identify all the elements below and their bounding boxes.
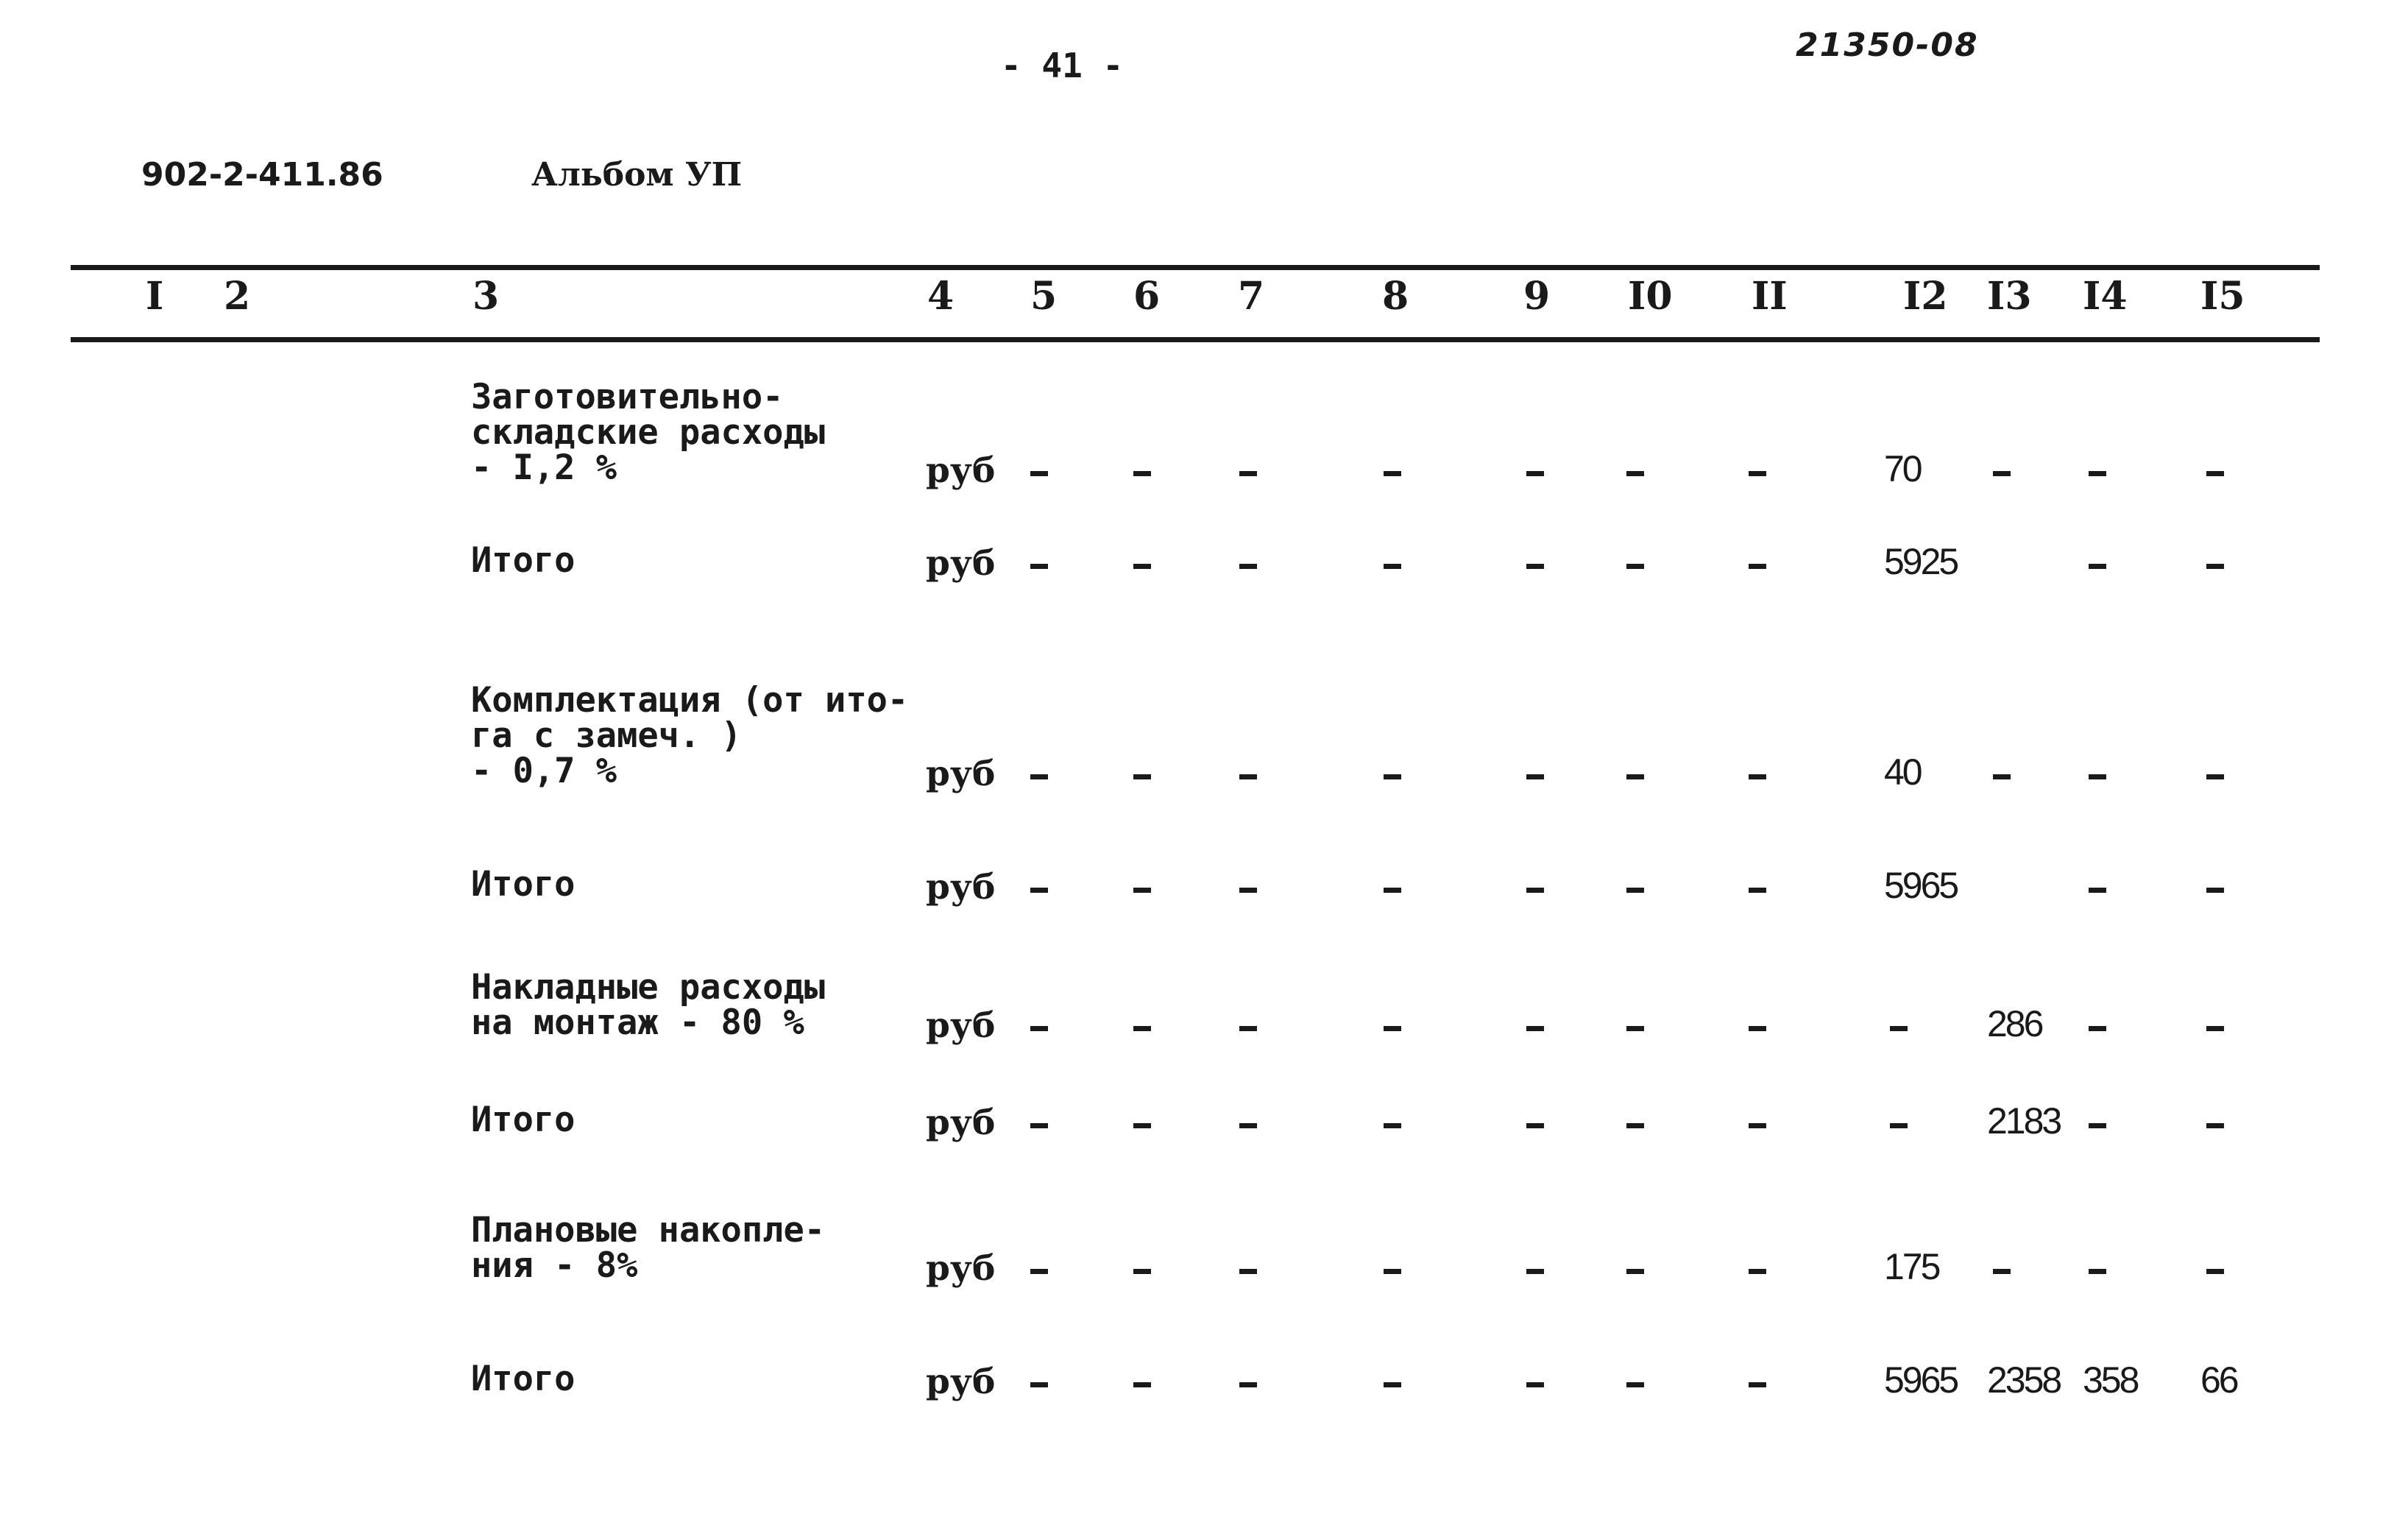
column-header-8: 8	[1382, 274, 1409, 319]
empty-cell-dash	[1749, 888, 1766, 893]
cell-value-c12: 70	[1884, 448, 1921, 489]
column-header-1: I	[146, 274, 164, 319]
empty-cell-dash	[1384, 1123, 1401, 1128]
empty-cell-dash	[1384, 774, 1401, 779]
column-header-9: 9	[1523, 274, 1551, 319]
cell-dash-c15	[2206, 1123, 2224, 1128]
empty-cell-dash	[1030, 774, 1048, 779]
empty-cell-dash	[1626, 1123, 1644, 1128]
column-header-7: 7	[1238, 274, 1265, 319]
empty-cell-dash	[1239, 471, 1257, 476]
empty-cell-dash	[1133, 774, 1151, 779]
project-code: 902-2-411.86	[141, 156, 383, 194]
row-description-line: Итого	[471, 1359, 576, 1399]
cell-dash-c14	[2089, 1026, 2106, 1031]
row-description-line: Плановые накопле-	[471, 1210, 826, 1250]
empty-cell-dash	[1526, 1382, 1544, 1387]
row-description	[471, 1359, 576, 1399]
row-description-line: ния - 8%	[471, 1245, 638, 1286]
empty-cell-dash	[1030, 1123, 1048, 1128]
cell-dash-c13	[1993, 1269, 2011, 1274]
row-description	[471, 1100, 576, 1140]
cell-dash-c15	[2206, 1026, 2224, 1031]
cell-dash-c14	[2089, 888, 2106, 893]
cell-value-c13: 2358	[1987, 1359, 2061, 1401]
empty-cell-dash	[1030, 1269, 1048, 1274]
cell-dash-c14	[2089, 564, 2106, 569]
row-description-line: Накладные расходы	[471, 967, 826, 1008]
empty-cell-dash	[1030, 1382, 1048, 1387]
cell-value-c15: 66	[2200, 1359, 2237, 1401]
cell-dash-c14	[2089, 774, 2106, 779]
empty-cell-dash	[1749, 774, 1766, 779]
empty-cell-dash	[1526, 1026, 1544, 1031]
column-header-4: 4	[927, 274, 955, 319]
row-description-line: Итого	[471, 540, 576, 581]
row-unit: руб	[926, 867, 996, 908]
row-description-line: на монтаж - 80 %	[471, 1002, 804, 1043]
column-header-3: 3	[472, 274, 500, 319]
empty-cell-dash	[1030, 888, 1048, 893]
cell-value-c13: 2183	[1987, 1100, 2061, 1142]
cell-value-c12: 5965	[1884, 865, 1958, 906]
empty-cell-dash	[1030, 471, 1048, 476]
cell-dash-c14	[2089, 1123, 2106, 1128]
empty-cell-dash	[1526, 1123, 1544, 1128]
cell-dash-c15	[2206, 774, 2224, 779]
row-unit: руб	[926, 754, 996, 794]
cell-value-c12: 40	[1884, 751, 1921, 793]
empty-cell-dash	[1133, 1269, 1151, 1274]
empty-cell-dash	[1749, 1123, 1766, 1128]
empty-cell-dash	[1526, 774, 1544, 779]
cell-dash-c15	[2206, 471, 2224, 476]
cell-dash-c12	[1890, 1123, 1908, 1128]
empty-cell-dash	[1239, 888, 1257, 893]
column-header-14: I4	[2083, 274, 2128, 319]
cell-dash-c13	[1993, 471, 2011, 476]
empty-cell-dash	[1526, 471, 1544, 476]
empty-cell-dash	[1239, 564, 1257, 569]
empty-cell-dash	[1384, 564, 1401, 569]
column-header-13: I3	[1987, 274, 2032, 319]
empty-cell-dash	[1239, 1123, 1257, 1128]
cell-dash-c13	[1993, 774, 2011, 779]
cell-value-c13: 286	[1987, 1003, 2042, 1044]
row-description-line: Итого	[471, 1100, 576, 1140]
top-rule	[71, 265, 2320, 270]
column-header-11: II	[1752, 274, 1788, 319]
row-unit: руб	[926, 543, 996, 584]
column-header-15: I5	[2200, 274, 2245, 319]
row-description	[471, 377, 826, 488]
row-description	[471, 1210, 826, 1286]
cell-dash-c15	[2206, 888, 2224, 893]
empty-cell-dash	[1626, 1382, 1644, 1387]
empty-cell-dash	[1030, 1026, 1048, 1031]
row-unit: руб	[926, 1248, 996, 1289]
empty-cell-dash	[1239, 774, 1257, 779]
empty-cell-dash	[1626, 471, 1644, 476]
empty-cell-dash	[1384, 888, 1401, 893]
empty-cell-dash	[1239, 1269, 1257, 1274]
column-header-6: 6	[1133, 274, 1161, 319]
empty-cell-dash	[1626, 1269, 1644, 1274]
empty-cell-dash	[1133, 1123, 1151, 1128]
empty-cell-dash	[1749, 471, 1766, 476]
empty-cell-dash	[1526, 564, 1544, 569]
empty-cell-dash	[1384, 471, 1401, 476]
empty-cell-dash	[1384, 1269, 1401, 1274]
empty-cell-dash	[1626, 888, 1644, 893]
cell-value-c14: 358	[2083, 1359, 2138, 1401]
empty-cell-dash	[1749, 1382, 1766, 1387]
document-code: 21350-08	[1796, 26, 1979, 64]
empty-cell-dash	[1384, 1382, 1401, 1387]
empty-cell-dash	[1239, 1026, 1257, 1031]
column-header-10: I0	[1628, 274, 1673, 319]
column-header-2: 2	[224, 274, 251, 319]
column-header-12: I2	[1903, 274, 1948, 319]
row-unit: руб	[926, 1362, 996, 1402]
row-description-line: - 0,7 %	[471, 751, 617, 791]
empty-cell-dash	[1133, 888, 1151, 893]
cell-dash-c14	[2089, 471, 2106, 476]
row-description-line: Комплектация (от ито-	[471, 680, 909, 721]
empty-cell-dash	[1133, 471, 1151, 476]
cell-value-c12: 5965	[1884, 1359, 1958, 1401]
cell-dash-c12	[1890, 1026, 1908, 1031]
cell-dash-c15	[2206, 1269, 2224, 1274]
row-description-line: - I,2 %	[471, 447, 617, 488]
cell-dash-c14	[2089, 1269, 2106, 1274]
empty-cell-dash	[1239, 1382, 1257, 1387]
empty-cell-dash	[1749, 1026, 1766, 1031]
row-description-line: складские расходы	[471, 412, 826, 453]
row-description	[471, 540, 576, 581]
row-description-line: га с замеч. )	[471, 715, 742, 756]
empty-cell-dash	[1626, 1026, 1644, 1031]
cell-value-c12: 5925	[1884, 541, 1958, 582]
empty-cell-dash	[1030, 564, 1048, 569]
page-number: - 41 -	[1001, 46, 1124, 85]
empty-cell-dash	[1384, 1026, 1401, 1031]
row-unit: руб	[926, 1103, 996, 1143]
row-description	[471, 680, 909, 791]
empty-cell-dash	[1749, 1269, 1766, 1274]
empty-cell-dash	[1133, 564, 1151, 569]
row-unit: руб	[926, 450, 996, 491]
column-header-5: 5	[1030, 274, 1058, 319]
row-description	[471, 864, 576, 905]
row-description-line: Заготовительно-	[471, 377, 784, 417]
album-title: Альбом УП	[531, 156, 743, 194]
row-unit: руб	[926, 1005, 996, 1046]
header-bottom-rule	[71, 337, 2320, 342]
empty-cell-dash	[1526, 888, 1544, 893]
empty-cell-dash	[1133, 1026, 1151, 1031]
cell-value-c12: 175	[1884, 1246, 1939, 1287]
empty-cell-dash	[1626, 564, 1644, 569]
empty-cell-dash	[1526, 1269, 1544, 1274]
empty-cell-dash	[1749, 564, 1766, 569]
row-description-line: Итого	[471, 864, 576, 905]
empty-cell-dash	[1133, 1382, 1151, 1387]
cell-dash-c15	[2206, 564, 2224, 569]
empty-cell-dash	[1626, 774, 1644, 779]
row-description	[471, 967, 826, 1043]
